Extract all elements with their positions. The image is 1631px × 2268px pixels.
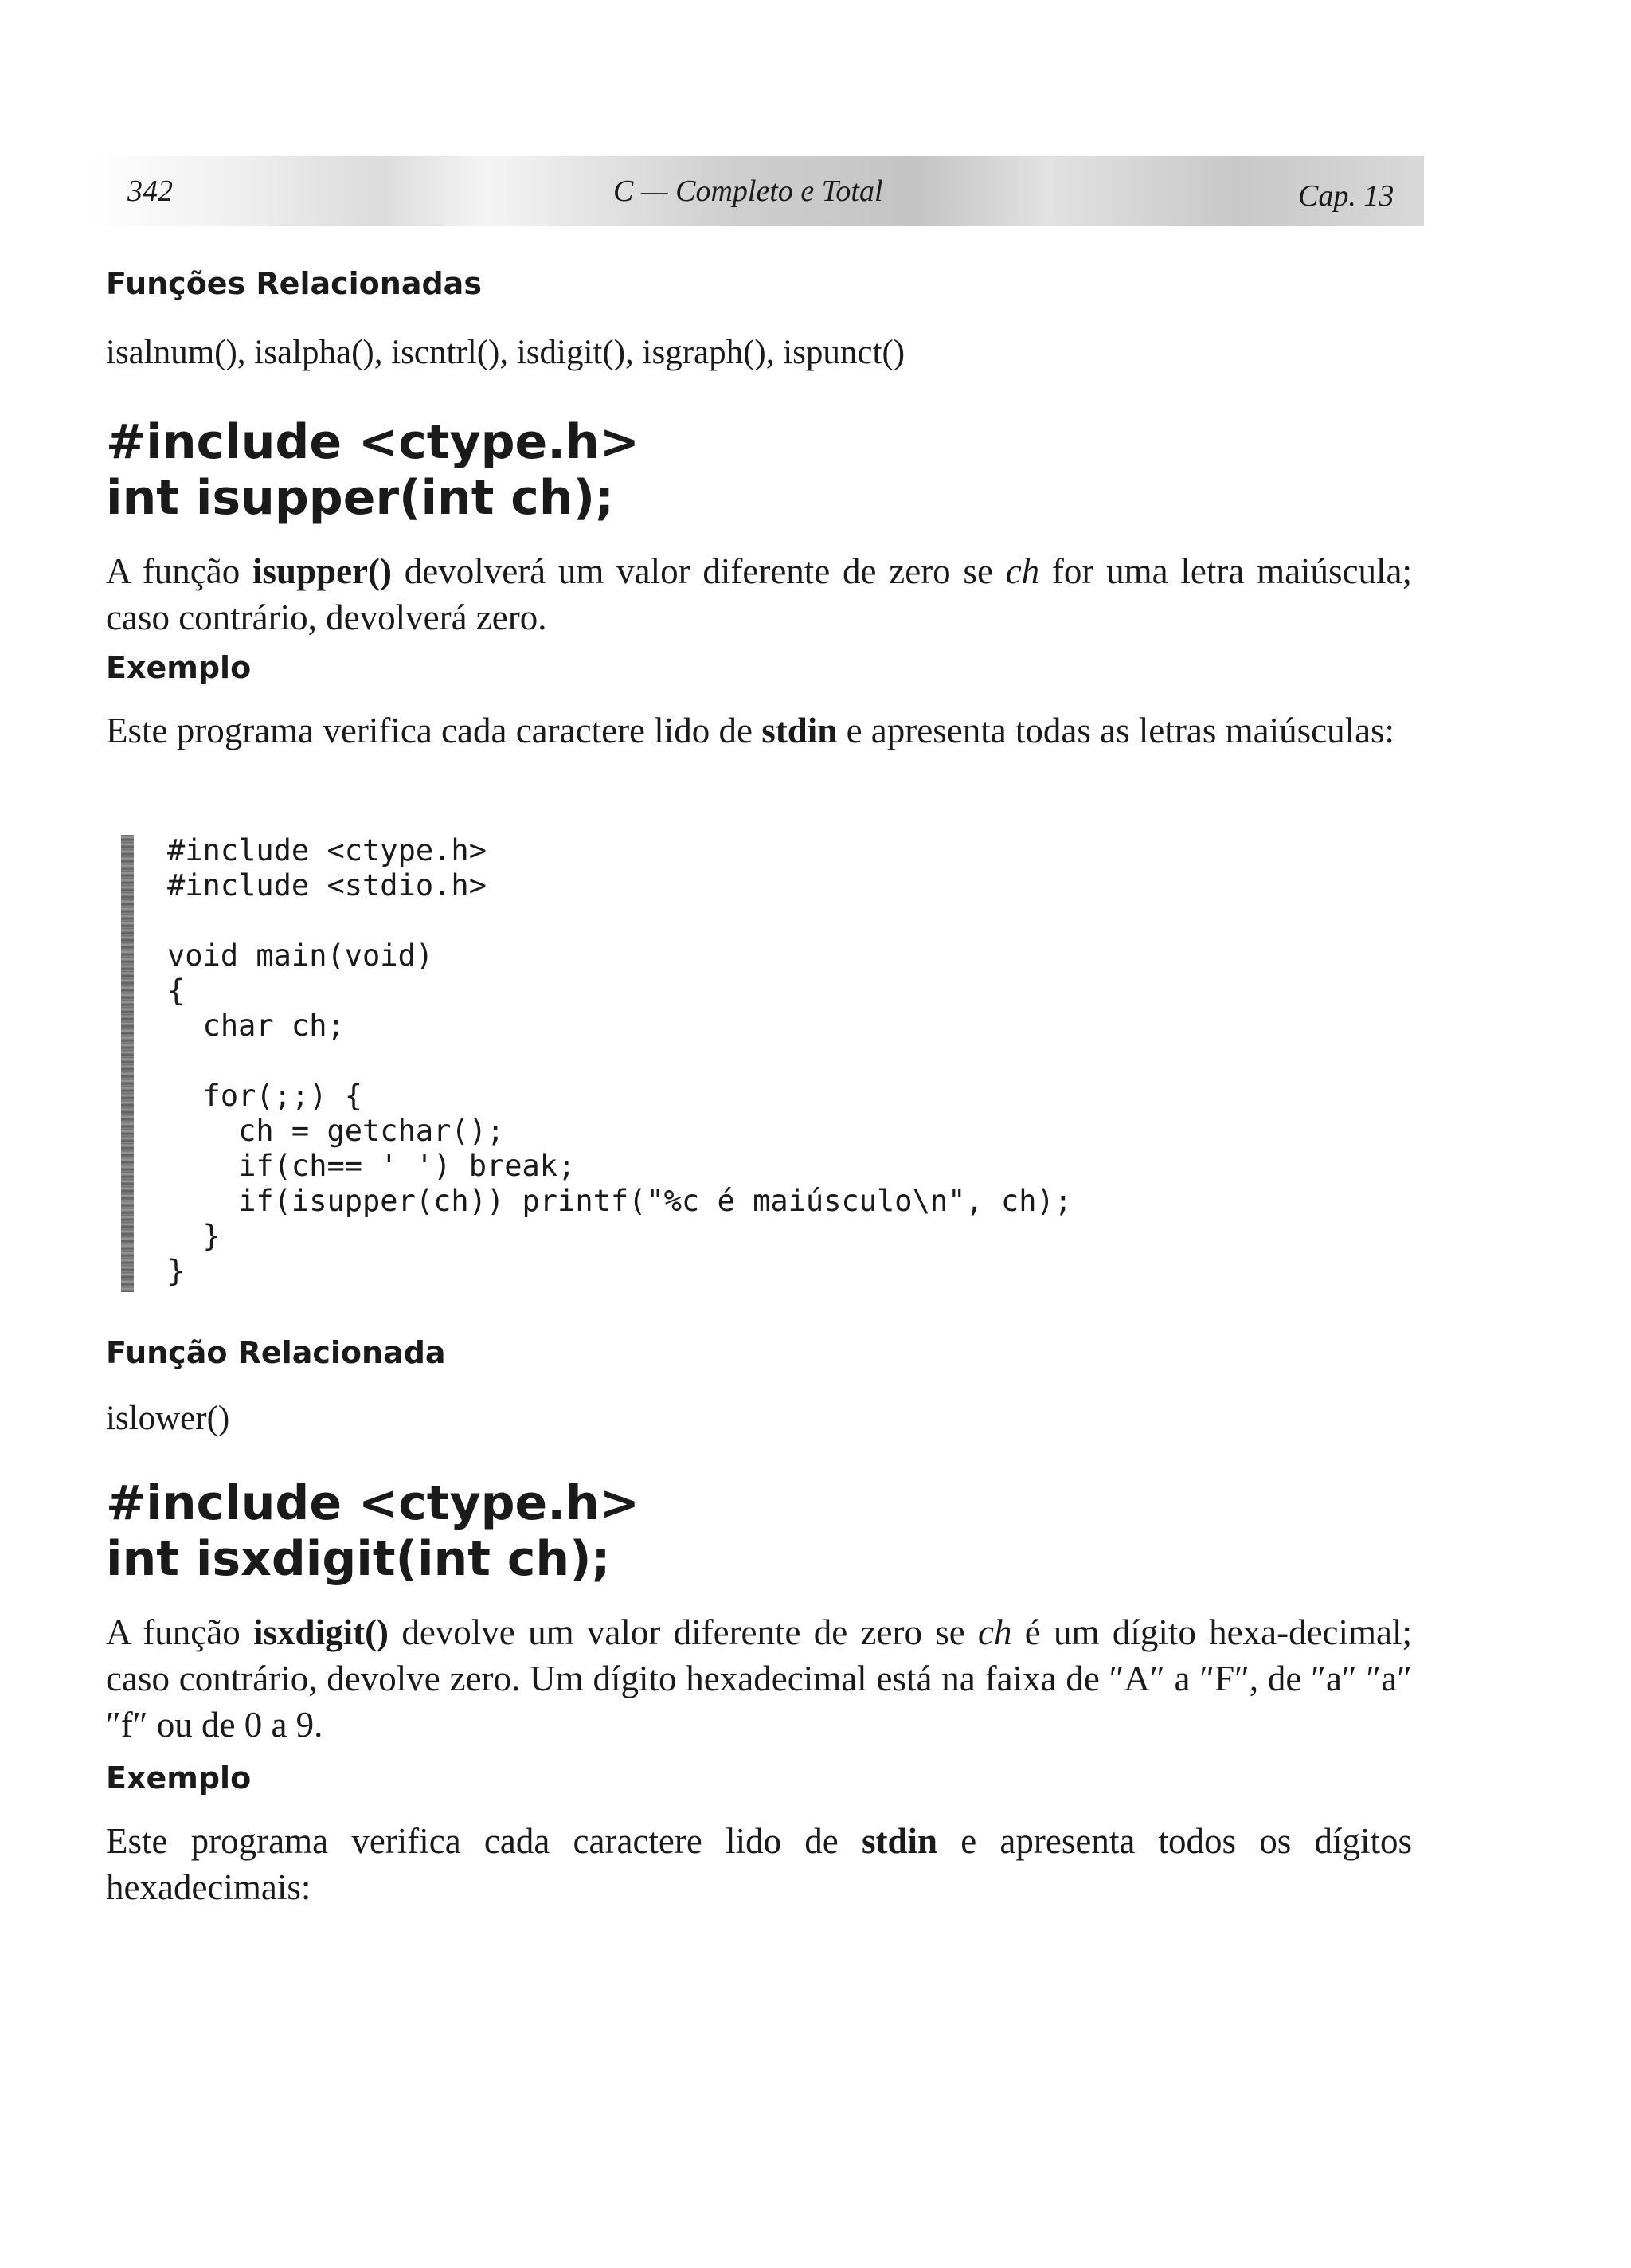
isupper-prototype: int isupper(int ch); (106, 470, 614, 526)
page-number: 342 (127, 174, 173, 208)
isxdigit-example-text: Este programa verifica cada caractere lido de stdin e apresenta todos os dígitos hexadecimais: (106, 1821, 1412, 1907)
related-functions-list: isalnum(), isalpha(), iscntrl(), isdigit(), isgraph(), ispunct() (106, 334, 905, 371)
related-function-heading: Função Relacionada (106, 1335, 446, 1370)
book-title: C — Completo e Total (613, 174, 883, 208)
chapter-label: Cap. 13 (1298, 179, 1394, 213)
isupper-description: A função isupper() devolverá um valor diferente de zero se ch for uma letra maiúscula; caso contrário, devolverá zero. (106, 551, 1413, 637)
code-margin-bar (121, 835, 134, 1292)
related-functions-heading: Funções Relacionadas (106, 266, 482, 301)
isxdigit-description: A função isxdigit() devolve um valor diferente de zero se ch é um dígito hexa-decimal; caso contrário, devolve zero. Um dígito hexadecimal está na faixa de ″A″ a ″F″, de ″a″ ″a″ ″f″ ou de 0 a 9. (106, 1612, 1413, 1745)
isupper-include: #include <ctype.h> (106, 414, 639, 470)
isxdigit-include: #include <ctype.h> (106, 1475, 639, 1531)
isxdigit-prototype: int isxdigit(int ch); (106, 1531, 611, 1587)
isupper-example-heading: Exemplo (106, 650, 252, 685)
related-function-list: islower() (106, 1400, 230, 1437)
isupper-code-listing: #include <ctype.h> #include <stdio.h> void main(void) { char ch; for(;;) { ch = getchar(); if(ch== ' ') break; if(isupper(ch)) printf("%c é maiúsculo\n", ch); } } (167, 833, 1073, 1288)
isxdigit-example-heading: Exemplo (106, 1761, 252, 1796)
isupper-example-text: Este programa verifica cada caractere lido de stdin e apresenta todas as letras maiúsculas: (106, 711, 1395, 750)
